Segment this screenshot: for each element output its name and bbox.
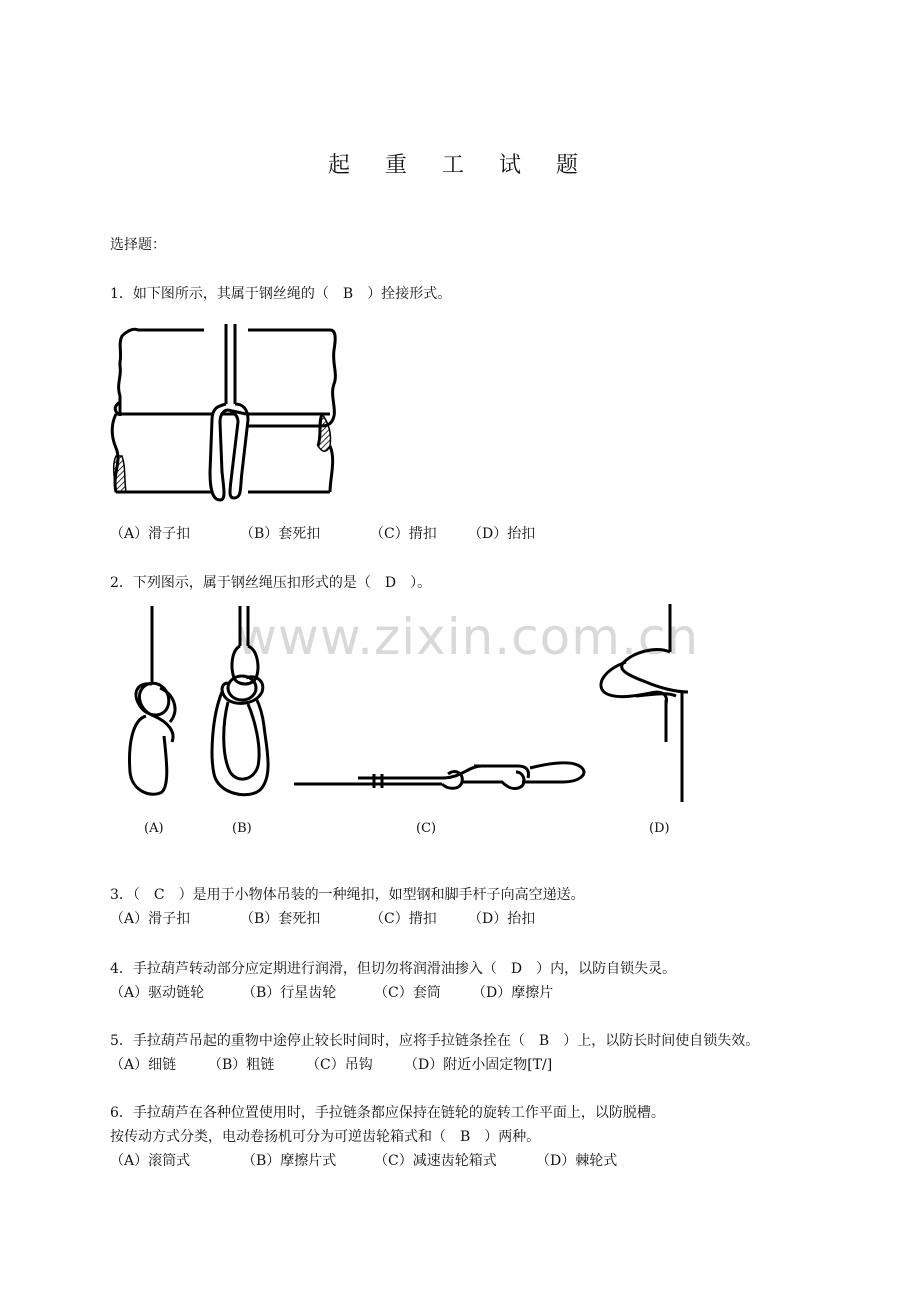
option-d: （D）附近小固定物[T/] [404, 1057, 553, 1073]
option-d: （D）棘轮式 [536, 1153, 618, 1169]
option-a: （A）细链 [110, 1057, 177, 1073]
figure-label-b: (B) [232, 821, 252, 836]
question-1: 1．如下图所示，其属于钢丝绳的（ B ）拴接形式。 [110, 286, 452, 302]
option-a: （A）滑子扣 [110, 911, 191, 927]
figure-label-c: (C) [416, 821, 437, 836]
option-c: （C）减速齿轮箱式 [374, 1153, 497, 1169]
option-b: （B）行星齿轮 [242, 985, 337, 1001]
option-d: （D）抬扣 [468, 526, 536, 542]
option-a: （A）驱动链轮 [110, 985, 205, 1001]
option-b: （B）套死扣 [240, 911, 321, 927]
knot-figure-a [124, 606, 184, 800]
option-b: （B）套死扣 [240, 526, 321, 542]
options-q6 [110, 1152, 617, 1170]
watermark: www.zixin.com.cn [236, 608, 700, 666]
options-q5 [110, 1056, 552, 1074]
question-6: 6．手拉葫芦在各种位置使用时，手拉链条都应保持在链轮的旋转工作平面上，以防脱槽。 [110, 1105, 665, 1121]
option-d: （D）摩擦片 [472, 985, 554, 1001]
option-a: （A）滑子扣 [110, 526, 191, 542]
option-b: （B）粗链 [208, 1057, 275, 1073]
question-3: 3．（ C ）是用于小物体吊装的一种绳扣，如型钢和脚手杆子向高空递送。 [110, 887, 585, 903]
question-2: 2．下列图示，属于钢丝绳压扣形式的是（ D ）。 [110, 575, 432, 591]
figure-label-a: (A) [144, 821, 164, 836]
section-heading: 选择题： [110, 237, 166, 253]
knot-figure-d [596, 600, 696, 806]
question-4: 4．手拉葫芦转动部分应定期进行润滑，但切勿将润滑油掺入（ D ）内，以防自锁失灵。 [110, 961, 677, 977]
question-6-line-2: 按传动方式分类，电动卷扬机可分为可逆齿轮箱式和（ B ）两种。 [110, 1129, 541, 1145]
option-c: （C）套筒 [374, 985, 441, 1001]
option-d: （D）抬扣 [468, 911, 536, 927]
figure-label-d: (D) [649, 821, 670, 836]
options-q4 [110, 984, 553, 1002]
options-q3 [110, 910, 535, 928]
option-a: （A）滚筒式 [110, 1153, 191, 1169]
pipe-hitch-figure [108, 322, 348, 506]
option-c: （C）揹扣 [370, 526, 437, 542]
option-b: （B）摩擦片式 [242, 1153, 337, 1169]
knot-figure-c [292, 746, 592, 796]
question-5: 5．手拉葫芦吊起的重物中途停止较长时间时，应将手拉链条拴在（ B ）上，以防长时间使自锁失效。 [110, 1033, 760, 1049]
options-q1 [110, 525, 535, 543]
page-title: 起 重 工 试 题 [328, 153, 592, 178]
knot-figure-b [208, 606, 276, 800]
option-c: （C）揹扣 [370, 911, 437, 927]
option-c: （C）吊钩 [306, 1057, 373, 1073]
